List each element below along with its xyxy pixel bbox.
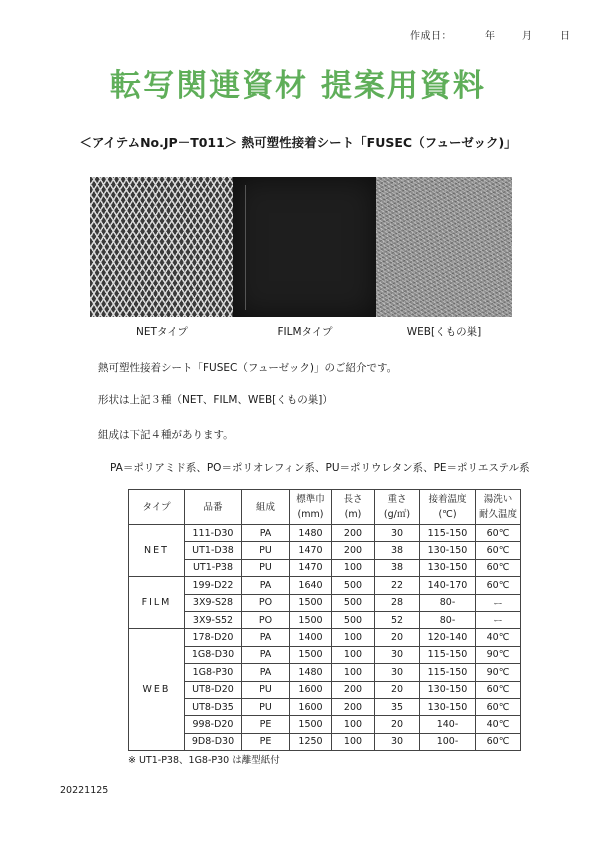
wash-cell: 60℃ bbox=[476, 733, 521, 750]
table-row bbox=[129, 698, 521, 715]
width-cell: 1470 bbox=[290, 559, 332, 576]
temp-cell: 80- bbox=[420, 594, 476, 611]
composition-cell: PU bbox=[242, 681, 290, 698]
composition-cell: PU bbox=[242, 542, 290, 559]
weight-cell: 28 bbox=[375, 594, 420, 611]
release-paper-note: ※ UT1-P38、1G8-P30 は離型紙付 bbox=[128, 755, 280, 766]
hinban-cell: UT1-P38 bbox=[185, 559, 242, 576]
composition-paragraph: 組成は下記４種があります。 bbox=[98, 429, 234, 441]
temp-cell: 130-150 bbox=[420, 698, 476, 715]
intro-paragraph: 熱可塑性接着シート「FUSEC（フューゼック)」のご紹介です。 bbox=[98, 362, 398, 374]
wash-cell: ー bbox=[476, 611, 521, 628]
temp-cell: 140- bbox=[420, 716, 476, 733]
composition-legend: PA＝ポリアミド系、PO＝ポリオレフィン系、PU＝ポリウレタン系、PE＝ポリエステル系 bbox=[110, 462, 530, 474]
shape-paragraph: 形状は上記３種（NET、FILM、WEB[くもの巣]） bbox=[98, 394, 333, 406]
wash-cell: 60℃ bbox=[476, 577, 521, 594]
month-label: 月 bbox=[522, 31, 533, 42]
composition-cell: PE bbox=[242, 716, 290, 733]
width-cell: 1480 bbox=[290, 664, 332, 681]
hinban-cell: 1G8-P30 bbox=[185, 664, 242, 681]
weight-cell: 30 bbox=[375, 733, 420, 750]
weight-cell: 20 bbox=[375, 629, 420, 646]
temp-cell: 115-150 bbox=[420, 525, 476, 542]
width-cell: 1250 bbox=[290, 733, 332, 750]
temp-cell: 140-170 bbox=[420, 577, 476, 594]
weight-cell: 30 bbox=[375, 664, 420, 681]
composition-cell: PA bbox=[242, 646, 290, 663]
hinban-cell: 3X9-S52 bbox=[185, 611, 242, 628]
composition-cell: PE bbox=[242, 733, 290, 750]
year-label: 年 bbox=[485, 31, 496, 42]
composition-cell: PU bbox=[242, 698, 290, 715]
table-header-row bbox=[129, 490, 521, 525]
temp-cell: 130-150 bbox=[420, 681, 476, 698]
width-cell: 1500 bbox=[290, 594, 332, 611]
composition-cell: PA bbox=[242, 525, 290, 542]
length-cell: 100 bbox=[332, 664, 375, 681]
table-row bbox=[129, 646, 521, 663]
type-cell: FILM bbox=[129, 577, 185, 629]
web-type-photo bbox=[376, 177, 512, 317]
table-row bbox=[129, 611, 521, 628]
length-cell: 500 bbox=[332, 611, 375, 628]
creation-date-label: 作成日： bbox=[410, 31, 452, 42]
hinban-cell: 1G8-D30 bbox=[185, 646, 242, 663]
length-cell: 200 bbox=[332, 681, 375, 698]
weight-cell: 38 bbox=[375, 559, 420, 576]
weight-cell: 20 bbox=[375, 716, 420, 733]
header-width: 標準巾 (mm) bbox=[290, 490, 332, 525]
document-title: 転写関連資材 提案用資料 bbox=[110, 68, 486, 104]
table-row bbox=[129, 525, 521, 542]
day-label: 日 bbox=[560, 31, 571, 42]
composition-cell: PO bbox=[242, 611, 290, 628]
length-cell: 200 bbox=[332, 698, 375, 715]
temp-cell: 115-150 bbox=[420, 664, 476, 681]
table-row bbox=[129, 559, 521, 576]
composition-cell: PA bbox=[242, 577, 290, 594]
width-cell: 1600 bbox=[290, 681, 332, 698]
length-cell: 100 bbox=[332, 733, 375, 750]
weight-cell: 38 bbox=[375, 542, 420, 559]
hinban-cell: 3X9-S28 bbox=[185, 594, 242, 611]
temp-cell: 80- bbox=[420, 611, 476, 628]
film-type-caption: FILMタイプ bbox=[277, 326, 333, 338]
length-cell: 100 bbox=[332, 646, 375, 663]
table-row bbox=[129, 664, 521, 681]
wash-cell: 60℃ bbox=[476, 698, 521, 715]
table-row bbox=[129, 681, 521, 698]
length-cell: 100 bbox=[332, 559, 375, 576]
type-cell: WEB bbox=[129, 629, 185, 751]
wash-cell: ー bbox=[476, 594, 521, 611]
weight-cell: 30 bbox=[375, 646, 420, 663]
temp-cell: 130-150 bbox=[420, 559, 476, 576]
header-length: 長さ (m) bbox=[332, 490, 375, 525]
wash-cell: 40℃ bbox=[476, 716, 521, 733]
hinban-cell: 9D8-D30 bbox=[185, 733, 242, 750]
table-row bbox=[129, 594, 521, 611]
net-type-photo bbox=[90, 177, 234, 317]
hinban-cell: 199-D22 bbox=[185, 577, 242, 594]
temp-cell: 130-150 bbox=[420, 542, 476, 559]
film-type-photo bbox=[233, 177, 377, 317]
width-cell: 1600 bbox=[290, 698, 332, 715]
table-row bbox=[129, 629, 521, 646]
width-cell: 1500 bbox=[290, 611, 332, 628]
width-cell: 1400 bbox=[290, 629, 332, 646]
wash-cell: 40℃ bbox=[476, 629, 521, 646]
composition-cell: PA bbox=[242, 664, 290, 681]
wash-cell: 90℃ bbox=[476, 664, 521, 681]
composition-cell: PU bbox=[242, 559, 290, 576]
net-type-caption: NETタイプ bbox=[136, 326, 188, 338]
header-composition: 組成 bbox=[242, 490, 290, 525]
wash-cell: 60℃ bbox=[476, 681, 521, 698]
wash-cell: 60℃ bbox=[476, 542, 521, 559]
spec-table bbox=[128, 489, 521, 751]
wash-cell: 60℃ bbox=[476, 559, 521, 576]
item-title: ＜アイテムNo.JP－T011＞ 熱可塑性接着シート「FUSEC（フューゼック)」 bbox=[79, 135, 517, 150]
length-cell: 200 bbox=[332, 542, 375, 559]
width-cell: 1470 bbox=[290, 542, 332, 559]
temp-cell: 120-140 bbox=[420, 629, 476, 646]
length-cell: 200 bbox=[332, 525, 375, 542]
width-cell: 1480 bbox=[290, 525, 332, 542]
type-cell: NET bbox=[129, 525, 185, 577]
header-wash: 湯洗い 耐久温度 bbox=[476, 490, 521, 525]
wash-cell: 90℃ bbox=[476, 646, 521, 663]
hinban-cell: 178-D20 bbox=[185, 629, 242, 646]
header-hinban: 品番 bbox=[185, 490, 242, 525]
document-number: 20221125 bbox=[60, 785, 109, 796]
weight-cell: 22 bbox=[375, 577, 420, 594]
hinban-cell: UT8-D20 bbox=[185, 681, 242, 698]
composition-cell: PO bbox=[242, 594, 290, 611]
length-cell: 500 bbox=[332, 577, 375, 594]
weight-cell: 20 bbox=[375, 681, 420, 698]
temp-cell: 115-150 bbox=[420, 646, 476, 663]
table-row bbox=[129, 577, 521, 594]
hinban-cell: UT1-D38 bbox=[185, 542, 242, 559]
length-cell: 500 bbox=[332, 594, 375, 611]
length-cell: 100 bbox=[332, 716, 375, 733]
width-cell: 1640 bbox=[290, 577, 332, 594]
width-cell: 1500 bbox=[290, 716, 332, 733]
weight-cell: 35 bbox=[375, 698, 420, 715]
header-temp: 接着温度 (℃) bbox=[420, 490, 476, 525]
table-row bbox=[129, 542, 521, 559]
header-weight: 重さ (g/㎡) bbox=[375, 490, 420, 525]
spec-table-body bbox=[129, 525, 521, 751]
hinban-cell: 111-D30 bbox=[185, 525, 242, 542]
composition-cell: PA bbox=[242, 629, 290, 646]
hinban-cell: UT8-D35 bbox=[185, 698, 242, 715]
table-row bbox=[129, 733, 521, 750]
temp-cell: 100- bbox=[420, 733, 476, 750]
length-cell: 100 bbox=[332, 629, 375, 646]
header-type: タイプ bbox=[129, 490, 185, 525]
width-cell: 1500 bbox=[290, 646, 332, 663]
weight-cell: 30 bbox=[375, 525, 420, 542]
weight-cell: 52 bbox=[375, 611, 420, 628]
hinban-cell: 998-D20 bbox=[185, 716, 242, 733]
table-row bbox=[129, 716, 521, 733]
web-type-caption: WEB[くもの巣] bbox=[406, 326, 482, 338]
wash-cell: 60℃ bbox=[476, 525, 521, 542]
